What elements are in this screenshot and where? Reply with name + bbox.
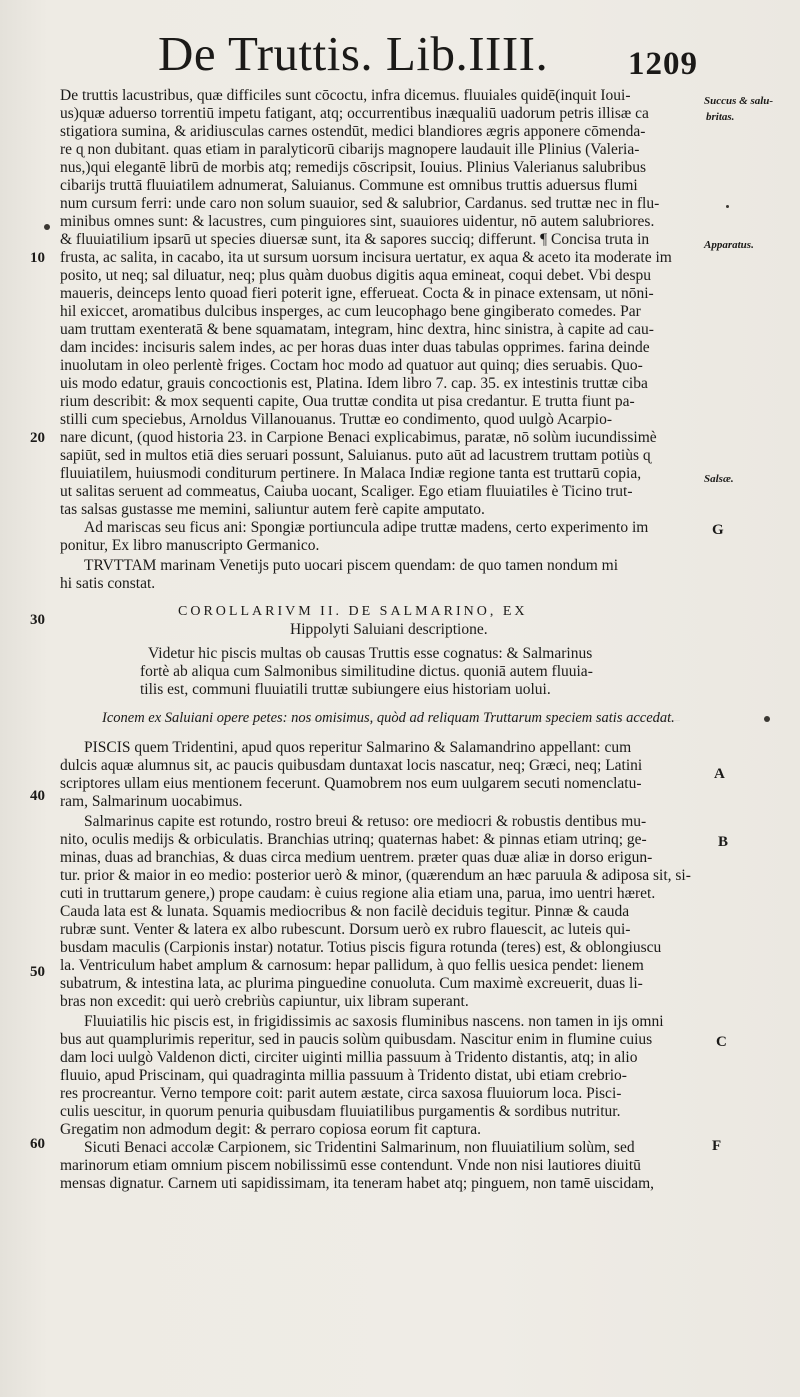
text-line: Gregatim non admodum degit: & perraro copiosa eorum fit captura. [60,1121,481,1138]
margin-note-salsae: Salsæ. [704,473,734,485]
text-line: stigatiora sumina, & aridiusculas carnes ostendūt, medici blandiores ægris apponere cōmenda- [60,123,646,140]
text-line: De truttis lacustribus, quæ difficiles sunt cōcoctu, infra dicemus. fluuiales quidē(inquit Ioui- [60,87,631,104]
text-line: uam truttam exenteratā & bene squamatam, integram, hinc dextra, hinc sinistra, à capite ad cau- [60,321,654,338]
text-line: frusta, ac salita, in cacabo, ita ut sursum uorsum incisura uertatur, ex aqua & aceto ita moderate im [60,249,672,266]
text-line: rium describit: & mox sequenti capite, Oua truttæ condita ut pisa credantur. E trutta fiunt pa- [60,393,635,410]
text-line: sapiūt, sed in multos etiā dies seruari possunt, Saluianus. puto aūt ad lacustrem truttam potiùs ɋ [60,447,651,464]
text-line: maueris, deinceps lento quoad fieri poterit igne, efferueat. Cocta & in pinace extensam, ut nōni- [60,285,654,302]
margin-letter-f: F [712,1138,722,1154]
line-number-60: 60 [30,1136,45,1152]
text-line: subatrum, & intestina lata, ac plurima pinguedine conuoluta. Cum maximè excreuerit, duas li- [60,975,643,992]
folio-number: 1209 [628,46,698,82]
text-line: res procreantur. Verno tempore coit: parit autem æstate, circa saxosa fluuiorum loca. Pisci- [60,1085,622,1102]
text-line: fluuiatilem, huiusmodi conditurum pertinere. In Malaca Indiæ regione tanta est truttarū copia, [60,465,642,482]
line-number-10: 10 [30,250,45,266]
running-title: De Truttis. Lib.IIII. [158,26,549,81]
page-header [0,24,800,84]
margin-note-succus: Succus & salu- [704,95,774,107]
text-line: dulcis aquæ alumnus sit, ac paucis quibusdam duntaxat locis nascatur, neq; Græci, neq; Latini [60,757,643,774]
ink-blot [726,205,729,208]
text-line: tilis est, communi fluuiatili truttæ subiungere eius historiam uolui. [140,681,551,698]
margin-letter-g: G [712,522,724,538]
corollary-heading: COROLLARIVM II. DE SALMARINO, EX [178,604,528,619]
margin-letter-a: A [714,766,725,782]
text-line: nus,)qui elegantē librū de morbis atq; remedijs cōscripsit, Iouius. Plinius Valerianus salubribus [60,159,647,176]
text-line: tur. prior & maior in eo medio: posterior uerò & minor, (quærendum an hæc paruula & adiposa sit, si- [60,867,691,884]
line-number-30: 30 [30,612,45,628]
text-line: & fluuiatilium ipsarū ut species diuersæ sunt, ita & sapores succiq; differunt. ¶ Concisa truta in [60,231,650,248]
margin-letter-c: C [716,1034,727,1050]
line-number-50: 50 [30,964,45,980]
text-line: fortè ab aliqua cum Salmonibus similitudine dictus. quoniā autem fluuia- [140,663,593,680]
text-line: fluuio, apud Priscinam, qui quadraginta millia passuum à Tridento distat, ubi etiam crebrio- [60,1067,627,1084]
text-line: PISCIS quem Tridentini, apud quos reperitur Salmarino & Salamandrino appellant: cum [84,739,632,756]
text-line: minas, duas ad branchias, & duas circa medium uentrem. præter quas duæ aliæ in dorso erigun- [60,849,653,866]
text-line: bus aut quamplurimis reperitur, sed in paucis solùm quibusdam. Nascitur enim in flumine cuius [60,1031,653,1048]
text-line: re ɋ non dubitant. quas etiam in paralyticorū cibarijs magnopere laudauit ille Plinius (Valeria- [60,141,640,158]
text-line: la. Ventriculum habet amplum & carnosum: hepar pallidum, à quo fellis uesica pendet: lienem [60,957,644,974]
line-number-40: 40 [30,788,45,804]
text-line: dam incides: incisuris salem indes, ac per horas duas inter duas tabulas opprimes. farina deinde [60,339,650,356]
text-line: tas salsas gustasse me memini, saliuntur autem ferè capite amputato. [60,501,485,518]
text-line: rubræ sunt. Venter & latera ex albo rubescunt. Dorsum uerò ex rubro flauescit, ac luteis qui- [60,921,631,938]
text-line: mensas dignatur. Carnem uti sapidissimam, ita teneram habet atq; pinguem, non tamē uiscidam, [60,1175,655,1192]
text-line: ut salitas seruent ad commeatus, Caiuba uocant, Scaliger. Ego etiam fluuiatiles è Ticino trut- [60,483,633,500]
text-line: Sicuti Benaci accolæ Carpionem, sic Tridentini Salmarinum, non fluuiatilium solùm, sed [84,1139,635,1156]
text-line: hi satis constat. [60,575,156,592]
margin-letter-b: B [718,834,729,850]
text-line: ponitur, Ex libro manuscripto Germanico. [60,537,320,554]
text-line: Salmarinus capite est rotundo, rostro breui & retuso: ore mediocri & robustis dentibus mu- [84,813,647,830]
margin-note-britas: britas. [706,111,735,123]
margin-note-apparatus: Apparatus. [704,239,754,251]
text-line: Fluuiatilis hic piscis est, in frigidissimis ac saxosis fluminibus nascens. non tamen in ijs omni [84,1013,664,1030]
ink-blot [44,224,50,230]
text-line: us)quæ aduerso torrentiū impetu fatigant, atq; occurrentibus inæqualiū uadorum petris illisæ ca [60,105,649,122]
text-line: Videtur hic piscis multas ob causas Truttis esse cognatus: & Salmarinus [148,645,593,662]
ink-blot [764,716,770,722]
text-line: Ad mariscas seu ficus ani: Spongiæ portiuncula adipe truttæ madens, certo experimento im [84,519,649,536]
text-line: uis modo edatur, grauis concoctionis est, Platina. Idem libro 7. cap. 35. ex intestinis truttæ ciba [60,375,648,392]
text-line: ram, Salmarinum uocabimus. [60,793,243,810]
text-line: stilli cum speciebus, Arnoldus Villanouanus. Truttæ eo condimento, quod uulgò Acarpio- [60,411,613,428]
text-line: minibus omnes sunt: & lacustres, cum pinguiores sint, suauiores uidentur, nō autem salubriores. [60,213,655,230]
text-line: posito, ut neq; sal diluatur, neq; plus quàm duobus digitis aqua emineat, coqui debet. Vbi despu [60,267,652,284]
icon-note: Iconem ex Saluiani opere petes: nos omisimus, quòd ad reliquam Truttarum speciem satis accedat. [102,710,675,726]
text-line: busdam maculis (Carpionis instar) notatur. Totius piscis figura rotunda (teres) est, & oblongiuscu [60,939,662,956]
text-line: marinorum etiam omnium piscem nobilissimū esse contendunt. Vnde non nisi lautiores diuitū [60,1157,641,1174]
text-line: cibarijs truttā fluuiatilem adnumerat, Saluianus. Commune est omnibus truttis aduersus flumi [60,177,638,194]
text-line: culis uescitur, in quorum penuria quibusdam fluuiatilibus purgamentis & sordibus nutritur. [60,1103,621,1120]
text-line: num cursum ferri: unde caro non solum suauior, sed & salubrior, Cardanus. sed truttæ nec in flu- [60,195,660,212]
text-line: scriptores ullam eius mentionem fecerunt. Quamobrem nos eum uulgarem secuti nomenclatu- [60,775,642,792]
text-line: dam loci uulgò Valdenon dicti, circiter uiginti millia passuum à Tridento distantis, atq; in alio [60,1049,638,1066]
text-line: inuolutam in oleo perlentè friges. Coctam hoc modo ad quatuor aut quinq; dies seruabis. Quo- [60,357,643,374]
text-line: TRVTTAM marinam Venetijs puto uocari piscem quendam: de quo tamen nondum mi [84,557,619,574]
line-number-20: 20 [30,430,45,446]
corollary-subheading: Hippolyti Saluiani descriptione. [290,621,488,638]
text-line: cuti in truttarum genere,) prope caudam: è cuius regione alia etiam una, parua, imo uentri hæret. [60,885,656,902]
text-line: bras non excedit: qui uerò crebriùs capiuntur, uix libram superant. [60,993,469,1010]
text-line: hil exiccet, aromatibus dulcibus insperges, ac cum leucophago bene gingiberato comedes. Par [60,303,641,320]
text-line: nare dicunt, (quod historia 23. in Carpione Benaci explicabimus, paratæ, nō solùm iucundissimè [60,429,657,446]
text-line: Cauda lata est & lunata. Squamis mediocribus & non facilè deciduis tegitur. Pinnæ & cauda [60,903,630,920]
text-line: nito, oculis medijs & orbiculatis. Branchias utrinq; quaternas habet: & pinnas etiam utrinq; ge- [60,831,647,848]
